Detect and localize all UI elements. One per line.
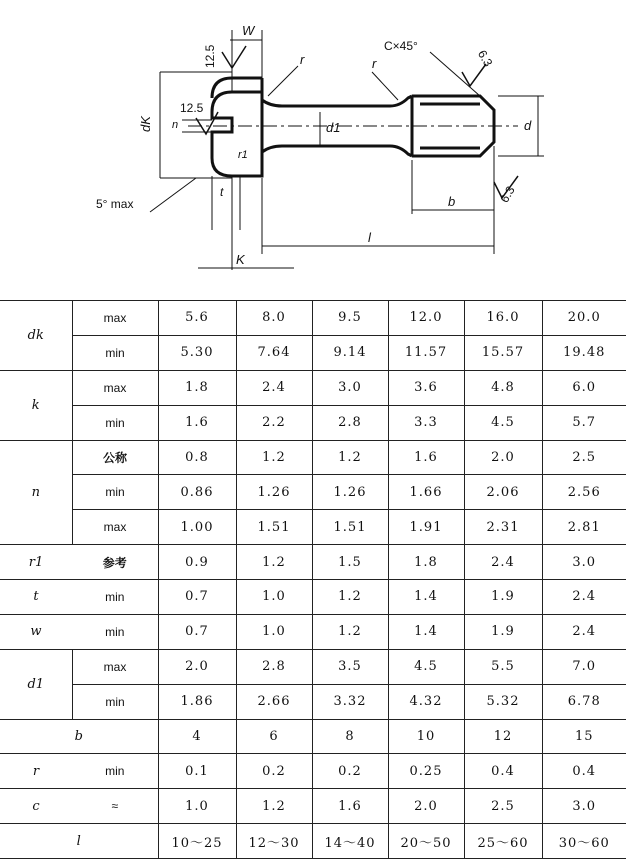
table-cell: 2.66 [236, 684, 312, 719]
label-r-right: r [372, 56, 377, 71]
table-cell: 0.4 [464, 754, 542, 789]
table-cell: 1.9 [464, 580, 542, 615]
table-cell: 9.5 [312, 301, 388, 336]
table-cell: 1.86 [158, 684, 236, 719]
table-cell: 7.64 [236, 335, 312, 370]
table-row [0, 370, 626, 405]
row-symbol: d1 [0, 649, 72, 719]
row-symbol: l [0, 824, 158, 859]
table-cell: 2.0 [158, 649, 236, 684]
table-cell: 16.0 [464, 301, 542, 336]
table-cell: 10～25 [158, 824, 236, 859]
table-cell: 0.4 [542, 754, 626, 789]
table-cell: 1.2 [236, 545, 312, 580]
table-row [0, 440, 626, 475]
table-cell: 4.5 [464, 405, 542, 440]
table-cell: 1.2 [312, 614, 388, 649]
table-cell: 9.14 [312, 335, 388, 370]
table-cell: 1.8 [388, 545, 464, 580]
table-cell: 1.4 [388, 614, 464, 649]
table-cell: 1.2 [312, 580, 388, 615]
table-cell: 5.5 [464, 649, 542, 684]
table-cell: 1.0 [236, 580, 312, 615]
row-symbol: w [0, 614, 72, 649]
table-cell: 1.5 [312, 545, 388, 580]
table-cell: 5.6 [158, 301, 236, 336]
table-cell: 12 [464, 719, 542, 754]
row-symbol: b [0, 719, 158, 754]
table-cell: 3.0 [542, 545, 626, 580]
screw-head-outline [212, 78, 262, 176]
label-r-left: r [300, 52, 305, 67]
table-row [0, 649, 626, 684]
row-subheading: 参考 [72, 545, 158, 580]
row-subheading: ≈ [72, 789, 158, 824]
table-cell: 2.31 [464, 510, 542, 545]
table-cell: 2.0 [388, 789, 464, 824]
table-cell: 1.51 [312, 510, 388, 545]
row-subheading: min [72, 580, 158, 615]
table-cell: 0.7 [158, 614, 236, 649]
label-d1: d1 [326, 120, 341, 135]
table-cell: 12.0 [388, 301, 464, 336]
table-row [0, 301, 626, 336]
table-cell: 2.4 [542, 614, 626, 649]
table-cell: 14～40 [312, 824, 388, 859]
row-subheading: min [72, 754, 158, 789]
table-cell: 7.0 [542, 649, 626, 684]
table-cell: 2.8 [236, 649, 312, 684]
table-cell: 2.56 [542, 475, 626, 510]
table-cell: 4 [158, 719, 236, 754]
row-symbol: r [0, 754, 72, 789]
row-symbol: t [0, 580, 72, 615]
row-symbol: k [0, 370, 72, 440]
table-cell: 1.26 [312, 475, 388, 510]
table-cell: 1.0 [158, 789, 236, 824]
table-cell: 6.0 [542, 370, 626, 405]
table-cell: 20～50 [388, 824, 464, 859]
label-w: W [242, 23, 255, 38]
table-cell: 2.0 [464, 440, 542, 475]
table-cell: 1.4 [388, 580, 464, 615]
table-cell: 12～30 [236, 824, 312, 859]
label-rough-right: 6.3 [474, 47, 496, 70]
table-cell: 0.9 [158, 545, 236, 580]
table-cell: 0.86 [158, 475, 236, 510]
row-subheading: max [72, 649, 158, 684]
label-r1: r1 [238, 149, 248, 161]
table-cell: 0.1 [158, 754, 236, 789]
table-cell: 3.6 [388, 370, 464, 405]
table-row [0, 475, 626, 510]
screw-technical-drawing [0, 0, 626, 300]
label-n: n [172, 119, 179, 131]
table-cell: 1.6 [312, 789, 388, 824]
table-cell: 1.9 [464, 614, 542, 649]
table-cell: 3.5 [312, 649, 388, 684]
table-cell: 3.3 [388, 405, 464, 440]
table-cell: 8 [312, 719, 388, 754]
row-subheading: min [72, 614, 158, 649]
table-cell: 4.8 [464, 370, 542, 405]
row-symbol: dk [0, 301, 72, 371]
label-chamfer: C×45° [384, 39, 418, 53]
table-cell: 3.0 [312, 370, 388, 405]
table-cell: 1.2 [236, 440, 312, 475]
row-subheading: min [72, 684, 158, 719]
label-d: d [524, 118, 532, 133]
table-cell: 2.4 [236, 370, 312, 405]
table-cell: 1.0 [236, 614, 312, 649]
table-cell: 0.7 [158, 580, 236, 615]
table-cell: 20.0 [542, 301, 626, 336]
label-t: t [220, 185, 224, 199]
table-cell: 30～60 [542, 824, 626, 859]
table-cell: 19.48 [542, 335, 626, 370]
table-cell: 1.00 [158, 510, 236, 545]
table-cell: 1.6 [158, 405, 236, 440]
table-cell: 0.2 [236, 754, 312, 789]
table-cell: 1.51 [236, 510, 312, 545]
table-cell: 1.2 [312, 440, 388, 475]
table-row [0, 824, 626, 859]
table-row [0, 335, 626, 370]
table-cell: 2.81 [542, 510, 626, 545]
table-row [0, 789, 626, 824]
table-cell: 2.4 [464, 545, 542, 580]
table-cell: 8.0 [236, 301, 312, 336]
row-subheading: max [72, 510, 158, 545]
table-cell: 1.8 [158, 370, 236, 405]
row-subheading: max [72, 301, 158, 336]
table-row [0, 754, 626, 789]
table-cell: 1.66 [388, 475, 464, 510]
row-subheading: max [72, 370, 158, 405]
row-subheading: 公称 [72, 440, 158, 475]
row-subheading: min [72, 475, 158, 510]
table-cell: 2.8 [312, 405, 388, 440]
table-row [0, 614, 626, 649]
specification-table [0, 300, 626, 859]
table-cell: 6 [236, 719, 312, 754]
label-b: b [448, 194, 456, 209]
table-cell: 5.7 [542, 405, 626, 440]
table-cell: 1.91 [388, 510, 464, 545]
table-cell: 15.57 [464, 335, 542, 370]
table-cell: 25～60 [464, 824, 542, 859]
table-cell: 2.06 [464, 475, 542, 510]
label-rough-top: 12.5 [203, 44, 217, 68]
table-cell: 3.32 [312, 684, 388, 719]
table-cell: 2.5 [464, 789, 542, 824]
table-cell: 0.25 [388, 754, 464, 789]
table-row [0, 510, 626, 545]
table-cell: 2.2 [236, 405, 312, 440]
table-cell: 0.2 [312, 754, 388, 789]
row-symbol: n [0, 440, 72, 545]
table-cell: 10 [388, 719, 464, 754]
row-symbol: c [0, 789, 72, 824]
table-cell: 5.32 [464, 684, 542, 719]
label-five-deg: 5° max [96, 197, 134, 211]
table-row [0, 719, 626, 754]
label-rough-bottom: 6.3 [497, 183, 518, 206]
table-cell: 4.32 [388, 684, 464, 719]
table-cell: 1.26 [236, 475, 312, 510]
table-cell: 3.0 [542, 789, 626, 824]
table-cell: 0.8 [158, 440, 236, 475]
table-cell: 6.78 [542, 684, 626, 719]
label-k: K [236, 252, 245, 267]
table-cell: 5.30 [158, 335, 236, 370]
label-dk: dK [138, 116, 153, 132]
row-symbol: r1 [0, 545, 72, 580]
label-l: l [368, 230, 371, 245]
table-cell: 11.57 [388, 335, 464, 370]
table-cell: 4.5 [388, 649, 464, 684]
table-row [0, 684, 626, 719]
table-cell: 1.6 [388, 440, 464, 475]
table-cell: 2.5 [542, 440, 626, 475]
table-cell: 2.4 [542, 580, 626, 615]
table-row [0, 545, 626, 580]
table-cell: 1.2 [236, 789, 312, 824]
table-row [0, 405, 626, 440]
row-subheading: min [72, 405, 158, 440]
table-cell: 15 [542, 719, 626, 754]
row-subheading: min [72, 335, 158, 370]
table-row [0, 580, 626, 615]
label-rough-mid: 12.5 [180, 101, 204, 115]
